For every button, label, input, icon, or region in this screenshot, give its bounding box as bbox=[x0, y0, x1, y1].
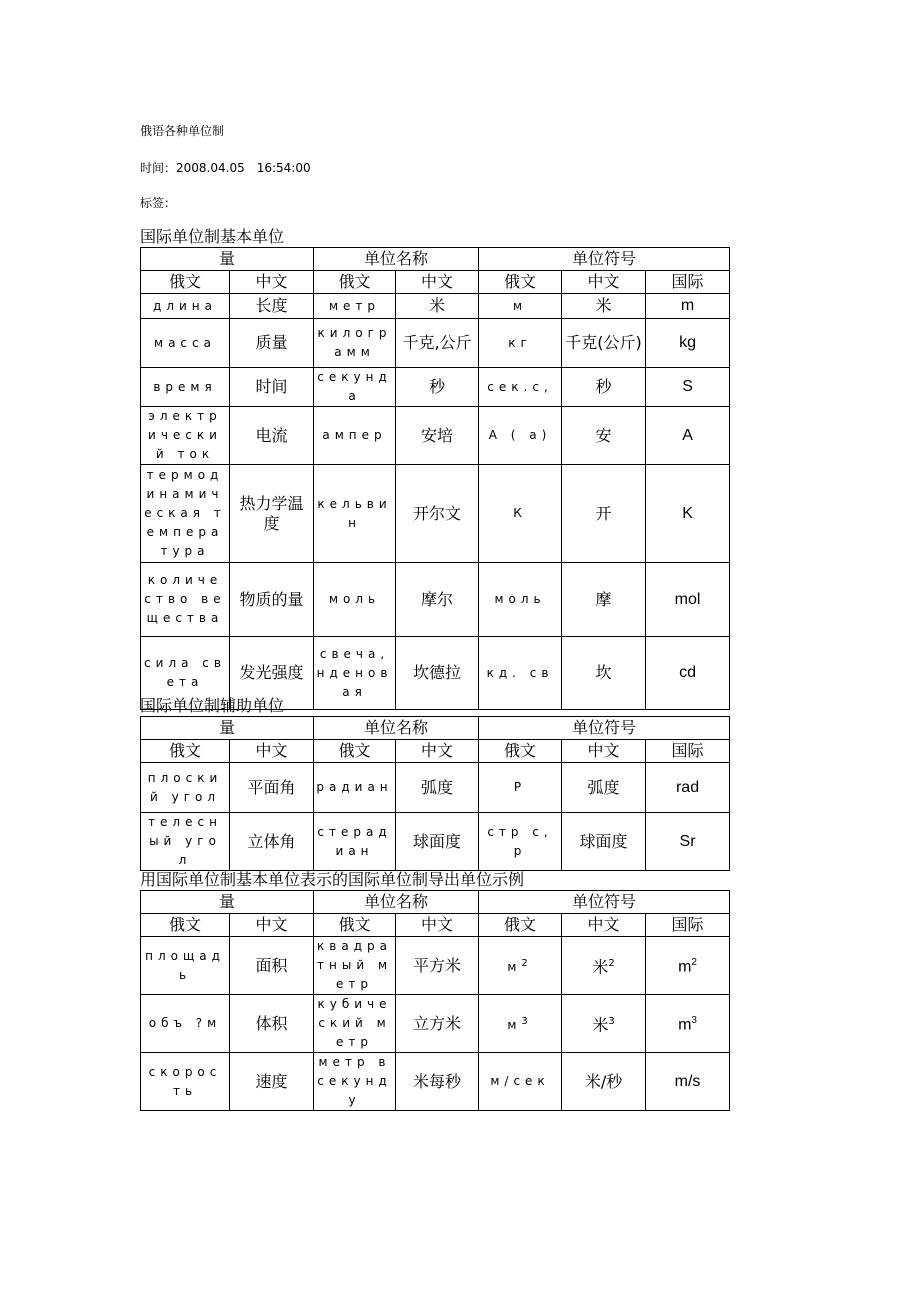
symbol-russian: кд. св bbox=[479, 637, 562, 710]
time-line: 时间：2008.04.05 16:54:00 bbox=[140, 161, 311, 175]
header-unit-name: 单位名称 bbox=[314, 248, 479, 271]
header-quantity: 量 bbox=[141, 891, 314, 914]
document-title: 俄语各种单位制 bbox=[140, 124, 225, 138]
header-row-2 bbox=[141, 271, 730, 294]
header-unit-symbol: 单位符号 bbox=[479, 717, 730, 740]
symbol-russian bbox=[479, 937, 562, 995]
symbol-russian: сек.с, bbox=[479, 368, 562, 407]
derived-units-table bbox=[140, 890, 730, 1111]
header-russian: 俄文 bbox=[479, 271, 562, 294]
unit-name-russian: секунда bbox=[314, 368, 396, 407]
unit-name-russian: кубический метр bbox=[314, 995, 396, 1053]
header-chinese: 中文 bbox=[230, 914, 314, 937]
header-chinese: 中文 bbox=[396, 740, 479, 763]
table-title-derived-units: 用国际单位制基本单位表示的国际单位制导出单位示例 bbox=[140, 870, 525, 889]
symbol-russian: А ( а) bbox=[479, 407, 562, 465]
unit-name-chinese: 米每秒 bbox=[396, 1053, 479, 1111]
table-row bbox=[141, 995, 730, 1053]
unit-name-chinese: 弧度 bbox=[396, 763, 479, 813]
symbol-international bbox=[646, 937, 730, 995]
header-chinese: 中文 bbox=[230, 740, 314, 763]
header-chinese: 中文 bbox=[230, 271, 314, 294]
header-quantity: 量 bbox=[141, 248, 314, 271]
header-unit-name: 单位名称 bbox=[314, 891, 479, 914]
header-row-2 bbox=[141, 914, 730, 937]
header-row-1 bbox=[141, 248, 730, 271]
symbol-base: m bbox=[678, 1016, 692, 1034]
unit-name-russian: метр bbox=[314, 294, 396, 319]
header-row-1 bbox=[141, 891, 730, 914]
symbol-international: rad bbox=[646, 763, 730, 813]
header-row-2 bbox=[141, 740, 730, 763]
unit-name-chinese: 秒 bbox=[396, 368, 479, 407]
quantity-russian: сила света bbox=[141, 637, 230, 710]
symbol-russian: стр с,р bbox=[479, 813, 562, 871]
symbol-chinese: 安 bbox=[562, 407, 646, 465]
symbol-chinese bbox=[562, 937, 646, 995]
header-russian: 俄文 bbox=[314, 740, 396, 763]
unit-name-russian: килограмм bbox=[314, 319, 396, 368]
unit-name-chinese: 坎德拉 bbox=[396, 637, 479, 710]
header-russian: 俄文 bbox=[479, 914, 562, 937]
quantity-chinese: 质量 bbox=[230, 319, 314, 368]
exponent: 3 bbox=[691, 1015, 697, 1027]
symbol-international: K bbox=[646, 465, 730, 563]
header-chinese: 中文 bbox=[396, 914, 479, 937]
symbol-russian: Р bbox=[479, 763, 562, 813]
header-international: 国际 bbox=[646, 914, 730, 937]
unit-name-chinese: 米 bbox=[396, 294, 479, 319]
table-row bbox=[141, 813, 730, 871]
quantity-chinese: 发光强度 bbox=[230, 637, 314, 710]
exponent: 3 bbox=[608, 1015, 615, 1027]
symbol-international: m/s bbox=[646, 1053, 730, 1111]
header-russian: 俄文 bbox=[314, 914, 396, 937]
symbol-international: A bbox=[646, 407, 730, 465]
symbol-chinese: 开 bbox=[562, 465, 646, 563]
table-row bbox=[141, 368, 730, 407]
symbol-chinese: 摩 bbox=[562, 563, 646, 637]
table-title-base-units: 国际单位制基本单位 bbox=[140, 227, 285, 246]
header-russian: 俄文 bbox=[141, 271, 230, 294]
supplementary-units-table bbox=[140, 716, 730, 871]
symbol-russian: моль bbox=[479, 563, 562, 637]
table-row bbox=[141, 763, 730, 813]
symbol-chinese: 米/秒 bbox=[562, 1053, 646, 1111]
symbol-base: 米 bbox=[592, 1015, 609, 1035]
quantity-chinese: 热力学温度 bbox=[230, 465, 314, 563]
quantity-chinese: 面积 bbox=[230, 937, 314, 995]
header-chinese: 中文 bbox=[562, 740, 646, 763]
quantity-chinese: 长度 bbox=[230, 294, 314, 319]
header-international: 国际 bbox=[646, 740, 730, 763]
quantity-russian: объ ?м bbox=[141, 995, 230, 1053]
quantity-russian: термодинамическая температура bbox=[141, 465, 230, 563]
symbol-international: cd bbox=[646, 637, 730, 710]
unit-name-russian: стерадиан bbox=[314, 813, 396, 871]
header-russian: 俄文 bbox=[141, 914, 230, 937]
header-chinese: 中文 bbox=[562, 271, 646, 294]
unit-name-russian: квадратный метр bbox=[314, 937, 396, 995]
header-unit-name: 单位名称 bbox=[314, 717, 479, 740]
quantity-russian: количество вещества bbox=[141, 563, 230, 637]
table-row bbox=[141, 465, 730, 563]
header-russian: 俄文 bbox=[479, 740, 562, 763]
table-title-supplementary-units: 国际单位制辅助单位 bbox=[140, 696, 285, 715]
header-quantity: 量 bbox=[141, 717, 314, 740]
symbol-international: kg bbox=[646, 319, 730, 368]
quantity-russian: телесный угол bbox=[141, 813, 230, 871]
base-units-table bbox=[140, 247, 730, 710]
table-row bbox=[141, 937, 730, 995]
symbol-international: Sr bbox=[646, 813, 730, 871]
header-unit-symbol: 单位符号 bbox=[479, 891, 730, 914]
header-unit-symbol: 单位符号 bbox=[479, 248, 730, 271]
header-russian: 俄文 bbox=[314, 271, 396, 294]
tags-line: 标签： bbox=[140, 196, 177, 210]
unit-name-russian: моль bbox=[314, 563, 396, 637]
symbol-russian: К bbox=[479, 465, 562, 563]
unit-name-chinese: 千克,公斤 bbox=[396, 319, 479, 368]
header-row-1 bbox=[141, 717, 730, 740]
unit-name-chinese: 开尔文 bbox=[396, 465, 479, 563]
quantity-russian: электрический ток bbox=[141, 407, 230, 465]
quantity-russian: площадь bbox=[141, 937, 230, 995]
quantity-russian: скорость bbox=[141, 1053, 230, 1111]
symbol-international: m bbox=[646, 294, 730, 319]
table-row bbox=[141, 319, 730, 368]
quantity-chinese: 电流 bbox=[230, 407, 314, 465]
unit-name-russian: ампер bbox=[314, 407, 396, 465]
quantity-russian: плоский угол bbox=[141, 763, 230, 813]
quantity-russian: время bbox=[141, 368, 230, 407]
exponent: 2 bbox=[691, 957, 697, 969]
symbol-chinese: 米 bbox=[562, 294, 646, 319]
unit-name-chinese: 立方米 bbox=[396, 995, 479, 1053]
symbol-russian: м bbox=[479, 294, 562, 319]
symbol-base: m bbox=[678, 958, 692, 976]
table-row bbox=[141, 563, 730, 637]
quantity-chinese: 平面角 bbox=[230, 763, 314, 813]
exponent: 3 bbox=[521, 1016, 533, 1027]
quantity-chinese: 立体角 bbox=[230, 813, 314, 871]
unit-name-chinese: 摩尔 bbox=[396, 563, 479, 637]
symbol-base: м bbox=[507, 1018, 522, 1032]
header-international: 国际 bbox=[646, 271, 730, 294]
quantity-chinese: 时间 bbox=[230, 368, 314, 407]
quantity-russian: длина bbox=[141, 294, 230, 319]
header-chinese: 中文 bbox=[562, 914, 646, 937]
header-chinese: 中文 bbox=[396, 271, 479, 294]
table-row bbox=[141, 294, 730, 319]
unit-name-chinese: 球面度 bbox=[396, 813, 479, 871]
symbol-chinese: 球面度 bbox=[562, 813, 646, 871]
symbol-chinese: 千克(公斤) bbox=[562, 319, 646, 368]
quantity-chinese: 体积 bbox=[230, 995, 314, 1053]
symbol-russian bbox=[479, 995, 562, 1053]
symbol-chinese: 秒 bbox=[562, 368, 646, 407]
symbol-chinese: 弧度 bbox=[562, 763, 646, 813]
unit-name-russian: кельвин bbox=[314, 465, 396, 563]
symbol-international bbox=[646, 995, 730, 1053]
symbol-chinese: 坎 bbox=[562, 637, 646, 710]
unit-name-russian: метр в секунду bbox=[314, 1053, 396, 1111]
symbol-base: 米 bbox=[592, 957, 609, 977]
symbol-base: м bbox=[507, 960, 522, 974]
symbol-international: mol bbox=[646, 563, 730, 637]
quantity-chinese: 物质的量 bbox=[230, 563, 314, 637]
symbol-international: S bbox=[646, 368, 730, 407]
symbol-chinese bbox=[562, 995, 646, 1053]
quantity-russian: масса bbox=[141, 319, 230, 368]
quantity-chinese: 速度 bbox=[230, 1053, 314, 1111]
table-row bbox=[141, 407, 730, 465]
symbol-russian: м/сек bbox=[479, 1053, 562, 1111]
exponent: 2 bbox=[608, 957, 615, 969]
header-russian: 俄文 bbox=[141, 740, 230, 763]
unit-name-russian: свеча, нденовая bbox=[314, 637, 396, 710]
exponent: 2 bbox=[521, 958, 533, 969]
unit-name-russian: радиан bbox=[314, 763, 396, 813]
table-row bbox=[141, 1053, 730, 1111]
unit-name-chinese: 安培 bbox=[396, 407, 479, 465]
symbol-russian: кг bbox=[479, 319, 562, 368]
unit-name-chinese: 平方米 bbox=[396, 937, 479, 995]
